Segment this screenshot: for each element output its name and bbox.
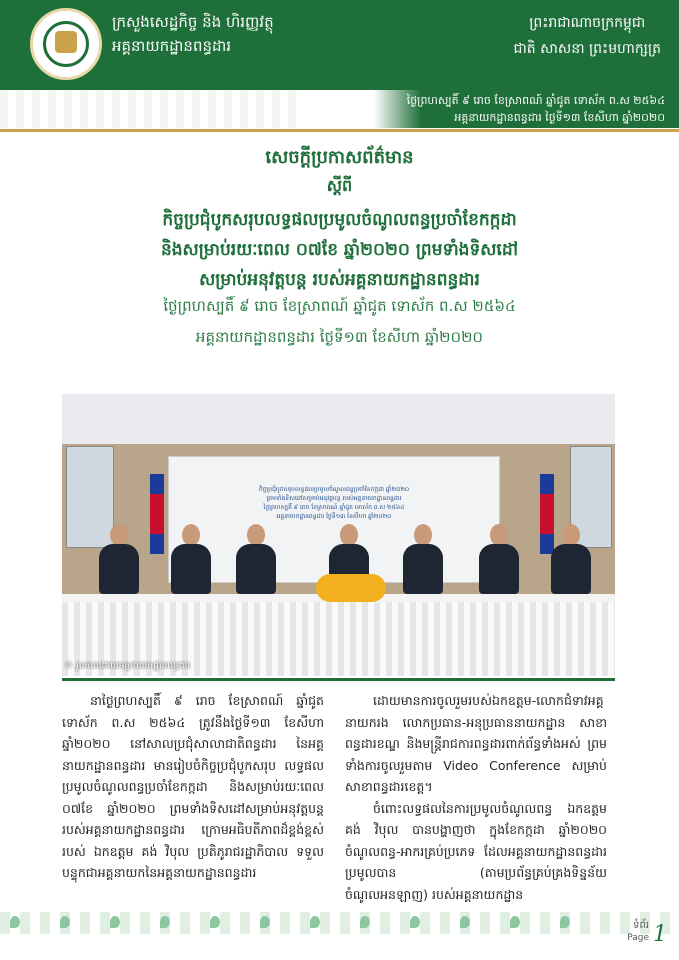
leaf-ornament-icon xyxy=(60,916,70,928)
body-column-left xyxy=(62,690,324,884)
banner-line: អគ្គនាយកដ្ឋានពន្ធដារ ថ្ងៃទី១៣ ខែសីហា ឆ្នាំ២០២០ xyxy=(276,513,392,520)
leaf-ornament-icon xyxy=(10,916,20,928)
photo-screen-left xyxy=(66,446,114,548)
footer-pattern xyxy=(0,912,679,934)
attendee xyxy=(403,544,443,594)
leaf-ornament-icon xyxy=(510,916,520,928)
page-indicator xyxy=(627,918,667,947)
title-subject-label: ស្តីពី xyxy=(326,176,353,195)
leaf-ornament-icon xyxy=(310,916,320,928)
logo-emblem-icon xyxy=(55,31,77,53)
banner-text xyxy=(179,485,489,521)
attendee xyxy=(479,544,519,594)
ministry-name xyxy=(112,10,274,58)
leaf-ornament-icon xyxy=(160,916,170,928)
attendee xyxy=(236,544,276,594)
leaf-ornament-icon xyxy=(260,916,270,928)
paragraph: ដោយមានការចូលរួមរបស់ឯកឧត្តម-លោកជំទាវអគ្គនាយករង លោកប្រធាន-អនុប្រធាននាយកដ្ឋាន សាខាពន្ធដារខណ្ឌ និងមន្ត្រីរាជការពន្ធដារពាក់ព័ន្ធទាំងអស់ ព្រមទាំងការចូលរួមតាម Video Conference សម្រាប់សាខាពន្ធដារខេត្ត។ xyxy=(345,693,607,794)
kingdom-motto xyxy=(513,10,661,62)
page-label-kh: ទំព័រ xyxy=(633,920,649,931)
cambodia-flag xyxy=(150,474,164,554)
divider xyxy=(0,129,679,132)
attendee xyxy=(551,544,591,594)
leaf-ornament-icon xyxy=(360,916,370,928)
photo-caption: © រូបភាពដោយអគ្គនាយកដ្ឋានពន្ធដារ xyxy=(64,661,191,671)
gdt-logo xyxy=(30,8,102,80)
banner-line: ថ្ងៃព្រហស្បតិ៍ ៩ រោច ខែស្រាពណ៍ ឆ្នាំជូត ទោស័ក ព.ស ២៥៦៤ xyxy=(263,504,405,511)
header-bar xyxy=(0,0,679,90)
attendee-head xyxy=(340,524,358,546)
banner-line: ព្រមទាំងទិសដៅសម្រាប់អនុវត្តបន្ត របស់អគ្គនាយកដ្ឋានពន្ធដារ xyxy=(266,495,402,502)
leaf-ornament-icon xyxy=(410,916,420,928)
attendee-head xyxy=(490,524,508,546)
paragraph: ចំពោះលទ្ធផលនៃការប្រមូលចំណូលពន្ធ ឯកឧត្តម គង់ វិបុល បានបង្ហាញថា ក្នុងខែកក្កដា ឆ្នាំ២០២០ ចំណូលពន្ធ-អាករគ្រប់ប្រភេទ ដែលអគ្គនាយកដ្ឋានពន្ធដារប្រមូលបាន (តាមប្រព័ន្ធគ្រប់គ្រងទិន្នន័យចំណូលអនឡាញ) របស់អគ្គនាយកដ្ឋាន xyxy=(345,800,607,902)
body-column-right xyxy=(345,690,607,905)
headline xyxy=(20,205,659,295)
attendee-head xyxy=(247,524,265,546)
solar-date: អគ្គនាយកដ្ឋានពន្ធដារ ថ្ងៃទី១៣ ខែសីហា ឆ្នាំ២០២០ xyxy=(195,328,484,346)
date-strip-text xyxy=(407,92,665,126)
photo-ceiling xyxy=(62,394,615,444)
attendee-head xyxy=(182,524,200,546)
attendee xyxy=(171,544,211,594)
photo-underline xyxy=(62,678,615,681)
page-label-en: Page xyxy=(627,933,649,943)
flower-arrangement xyxy=(316,574,386,602)
headline-line1: កិច្ចប្រជុំបូកសរុបលទ្ធផលប្រមូលចំណូលពន្ធប្រចាំខែកក្កដា xyxy=(162,210,517,230)
attendee xyxy=(99,544,139,594)
headline-line2: និងសម្រាប់រយៈពេល ០៧ខែ ឆ្នាំ២០២០ ព្រមទាំងទិសដៅ xyxy=(160,240,519,260)
press-release-title: សេចក្តីប្រកាសព័ត៌មាន xyxy=(265,147,414,168)
ministry-line1: ក្រសួងសេដ្ឋកិច្ច និង ហិរញ្ញវត្ថុ xyxy=(112,13,274,31)
lunar-date: ថ្ងៃព្រហស្បតិ៍ ៩ រោច ខែស្រាពណ៍ ឆ្នាំជូត ទោស័ក ព.ស ២៥៦៤ xyxy=(163,297,516,315)
leaf-ornament-icon xyxy=(210,916,220,928)
attendee-head xyxy=(414,524,432,546)
ministry-line2: អគ្គនាយកដ្ឋានពន្ធដារ xyxy=(112,37,232,55)
meeting-photo xyxy=(62,394,615,676)
banner-line: កិច្ចប្រជុំបូកសរុបលទ្ធផលប្រមូលចំណូលពន្ធប្រចាំខែកក្កដា ឆ្នាំ២០២០ xyxy=(258,486,410,493)
attendee-head xyxy=(562,524,580,546)
kingdom-line1: ព្រះរាជាណាចក្រកម្ពុជា xyxy=(529,15,646,31)
strip-line2: អគ្គនាយកដ្ឋានពន្ធដារ ថ្ងៃទី១៣ ខែសីហា ឆ្នាំ២០២០ xyxy=(454,111,665,124)
page-number: 1 xyxy=(653,922,667,947)
attendee-head xyxy=(110,524,128,546)
leaf-ornament-icon xyxy=(460,916,470,928)
kingdom-line2: ជាតិ សាសនា ព្រះមហាក្សត្រ xyxy=(513,41,661,57)
pattern-decoration xyxy=(0,90,300,128)
leaf-ornament-icon xyxy=(560,916,570,928)
headline-line3: សម្រាប់អនុវត្តបន្ត របស់អគ្គនាយកដ្ឋានពន្ធដារ xyxy=(199,270,480,290)
leaf-ornament-icon xyxy=(110,916,120,928)
strip-line1: ថ្ងៃព្រហស្បតិ៍ ៩ រោច ខែស្រាពណ៍ ឆ្នាំជូត ទោស័ក ព.ស ២៥៦៤ xyxy=(406,94,665,107)
cambodia-flag xyxy=(540,474,554,554)
paragraph: នាថ្ងៃព្រហស្បតិ៍ ៩ រោច ខែស្រាពណ៍ ឆ្នាំជូត ទោស័ក ព.ស ២៥៦៤ ត្រូវនឹងថ្ងៃទី១៣ ខែសីហា ឆ្នាំ២០២០ នៅសាលប្រជុំសាលាជាតិពន្ធដារ នៃអគ្គនាយកដ្ឋានពន្ធដារ មានរៀបចំកិច្ចប្រជុំបូកសរុប លទ្ធផលប្រមូលចំណូលពន្ធប្រចាំខែកក្កដា និងសម្រាប់រយៈពេល ០៧ខែ ឆ្នាំ២០២០ ព្រមទាំងទិសដៅសម្រាប់អនុវត្តបន្ត របស់អគ្គនាយកដ្ឋានពន្ធដារ ក្រោមអធិបតីភាពដ៏ខ្ពង់ខ្ពស់របស់ ឯកឧត្តម គង់ វិបុល ប្រតិភូរាជរដ្ឋាភិបាល ទទួលបន្ទុកជាអគ្គនាយកនៃអគ្គនាយកដ្ឋានពន្ធដារ xyxy=(62,693,324,880)
